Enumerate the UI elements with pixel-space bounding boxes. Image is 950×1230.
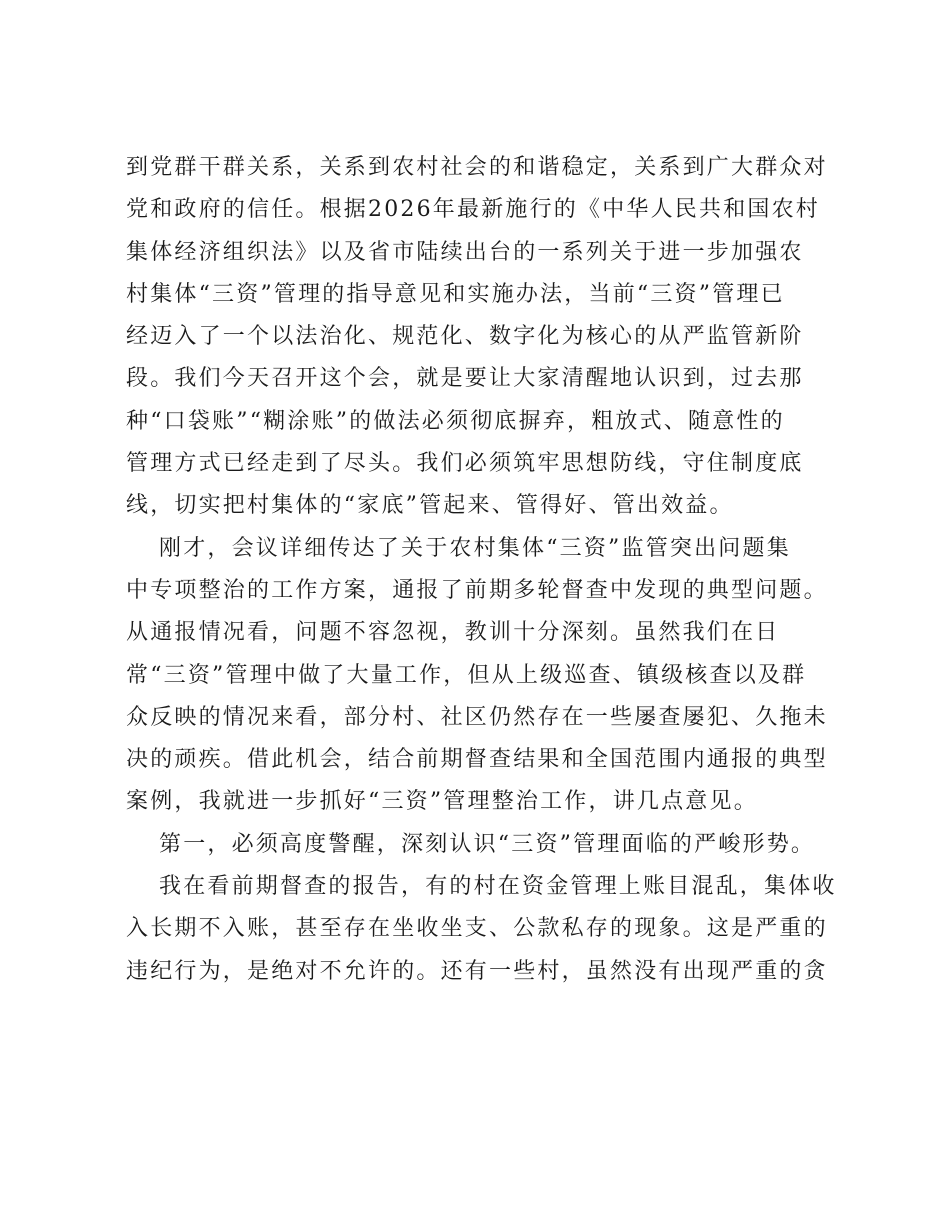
text-line: 党和政府的信任。根据2026年最新施行的《中华人民共和国农村	[126, 197, 820, 223]
text-line: 管理方式已经走到了尽头。我们必须筑牢思想防线，守住制度底	[126, 451, 804, 477]
text-line: 案例，我就进一步抓好“三资”管理整治工作，讲几点意见。	[126, 789, 758, 815]
section-heading: 第一，必须高度警醒，深刻认识“三资”管理面临的严峻形势。	[159, 831, 816, 857]
text-line: 违纪行为，是绝对不允许的。还有一些村，虽然没有出现严重的贪	[126, 958, 828, 984]
text-line: 经迈入了一个以法治化、规范化、数字化为核心的从严监管新阶	[126, 324, 804, 350]
text-line: 段。我们今天召开这个会，就是要让大家清醒地认识到，过去那	[126, 366, 804, 392]
text-line: 众反映的情况来看，部分村、社区仍然存在一些屡查屡犯、久拖未	[126, 704, 828, 730]
text-line: 线，切实把村集体的“家底”管起来、管得好、管出效益。	[126, 493, 734, 519]
paragraph-first-line: 刚才，会议详细传达了关于农村集体“三资”监管突出问题集	[159, 535, 791, 561]
text-line: 种“口袋账”“糊涂账”的做法必须彻底摒弃，粗放式、随意性的	[126, 408, 785, 434]
text-line: 到党群干群关系，关系到农村社会的和谐稳定，关系到广大群众对	[126, 155, 828, 180]
paragraph-first-line: 我在看前期督查的报告，有的村在资金管理上账目混乱，集体收	[159, 874, 837, 900]
text-line: 集体经济组织法》以及省市陆续出台的一系列关于进一步加强农	[126, 239, 804, 265]
text-line: 入长期不入账，甚至存在坐收坐支、公款私存的现象。这是严重的	[126, 916, 828, 942]
text-line: 村集体“三资”管理的指导意见和实施办法，当前“三资”管理已	[126, 281, 785, 307]
text-line: 常“三资”管理中做了大量工作，但从上级巡查、镇级核查以及群	[126, 662, 807, 688]
text-line: 决的顽疾。借此机会，结合前期督查结果和全国范围内通报的典型	[126, 747, 828, 773]
text-line: 中专项整治的工作方案，通报了前期多轮督查中发现的典型问题。	[126, 577, 828, 603]
document-body	[126, 147, 836, 993]
text-line: 从通报情况看，问题不容忽视，教训十分深刻。虽然我们在日	[126, 620, 780, 646]
